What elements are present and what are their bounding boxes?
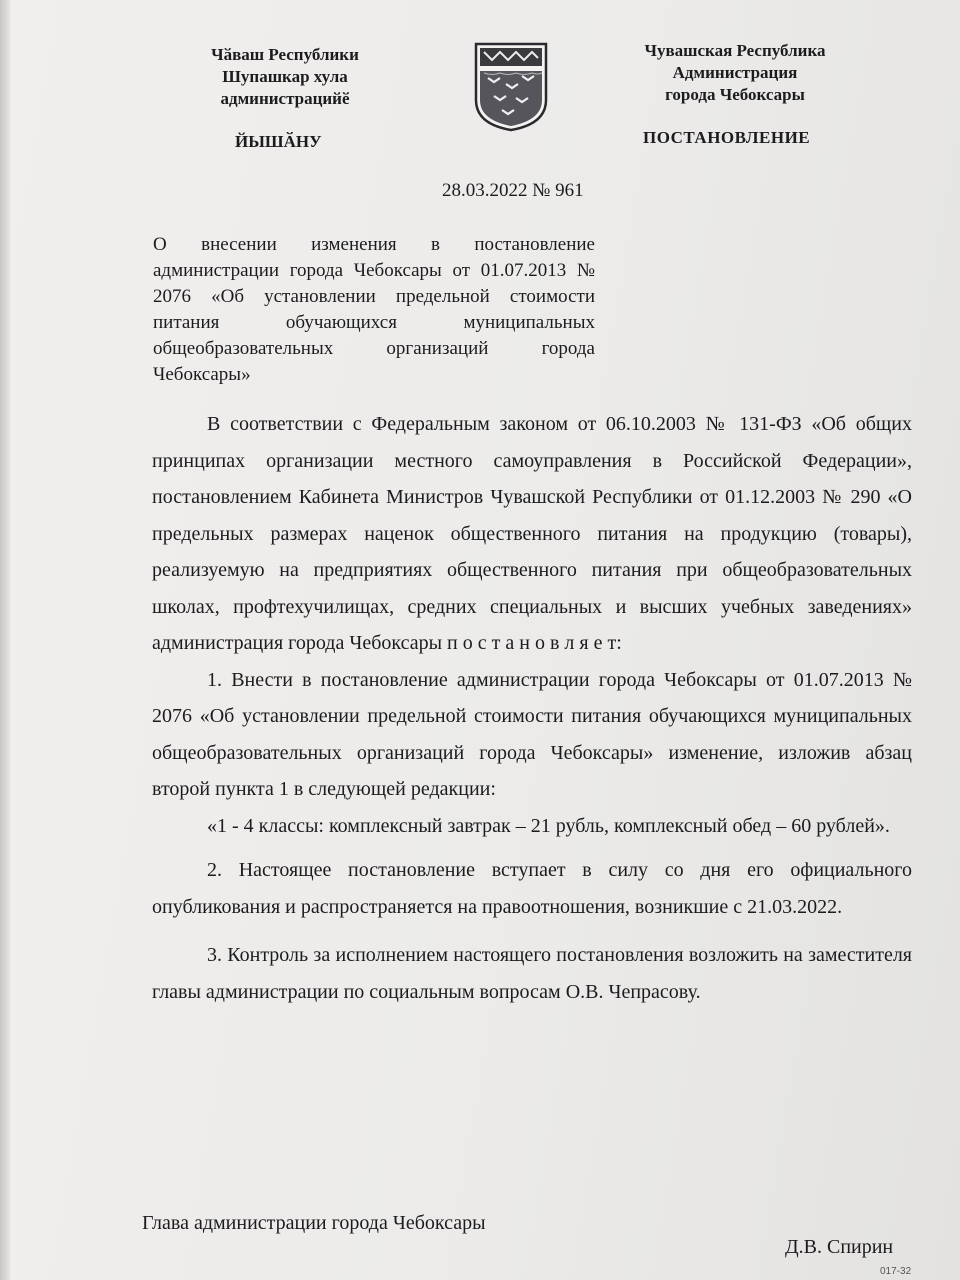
preamble-paragraph: В соответствии с Федеральным законом от 06.10.2003 № 131-ФЗ «Об общих принципах организации местного самоуправления в Российской Федерации», постановлением Кабинета Министров Чувашской Республики от 01.12.2003 № 290 «О предельных размерах наценок общественного питания на продукцию (товары), реализуемую на предприятиях общественного питания при общеобразовательных школах, профтехучилищах, средних специальных и высших учебных заведениях» администрация города Чебоксары п о с т а н о в л я е т: xyxy=(152,413,912,654)
paper-edge xyxy=(0,0,10,1280)
header-right-line: Чувашская Республика xyxy=(644,41,826,60)
document-subject: О внесении изменения в постановление администрации города Чебоксары от 01.07.2013 № 2076 «Об установлении предельной стоимости питания обучающихся муниципальных общеобразовательных организаций города Чебоксары» xyxy=(153,234,595,385)
document-date-number: 28.03.2022 № 961 xyxy=(442,180,584,201)
header-right-line: Администрация xyxy=(672,63,798,82)
cheboksary-coat-of-arms-icon xyxy=(472,40,550,132)
signature-name: Д.В. Спирин xyxy=(785,1236,894,1258)
header-right-title: ПОСТАНОВЛЕНИЕ xyxy=(643,128,811,147)
item-1-paragraph: 1. Внести в постановление администрации города Чебоксары от 01.07.2013 № 2076 «Об установлении предельной стоимости питания обучающихся муниципальных общеобразовательных организаций города Чебоксары» изменение, изложив абзац второй пункта 1 в следующей редакции: xyxy=(152,668,912,800)
item-2-paragraph: 2. Настоящее постановление вступает в силу со дня его официального опубликования и распространяется на правоотношения, возникшие с 21.03.2022. xyxy=(152,859,912,918)
form-code: 017-32 xyxy=(880,1266,912,1277)
header-left-title: ЙЫШӐНУ xyxy=(235,132,322,151)
header-left-line: Шупашкар хула xyxy=(222,67,348,86)
document-body xyxy=(152,406,912,1010)
item-3-paragraph: 3. Контроль за исполнением настоящего постановления возложить на заместителя главы администрации по социальным вопросам О.В. Чепрасову. xyxy=(152,944,912,1003)
header-right xyxy=(620,40,850,106)
header-left xyxy=(190,44,380,110)
header-right-line: города Чебоксары xyxy=(665,85,805,104)
header-left-line: Чӑваш Республики xyxy=(211,45,359,64)
header-left-line: администрацийӗ xyxy=(220,89,350,108)
signature-position: Глава администрации города Чебоксары xyxy=(142,1212,486,1234)
item-1-quote: «1 - 4 классы: комплексный завтрак – 21 рубль, комплексный обед – 60 рублей». xyxy=(207,814,890,837)
